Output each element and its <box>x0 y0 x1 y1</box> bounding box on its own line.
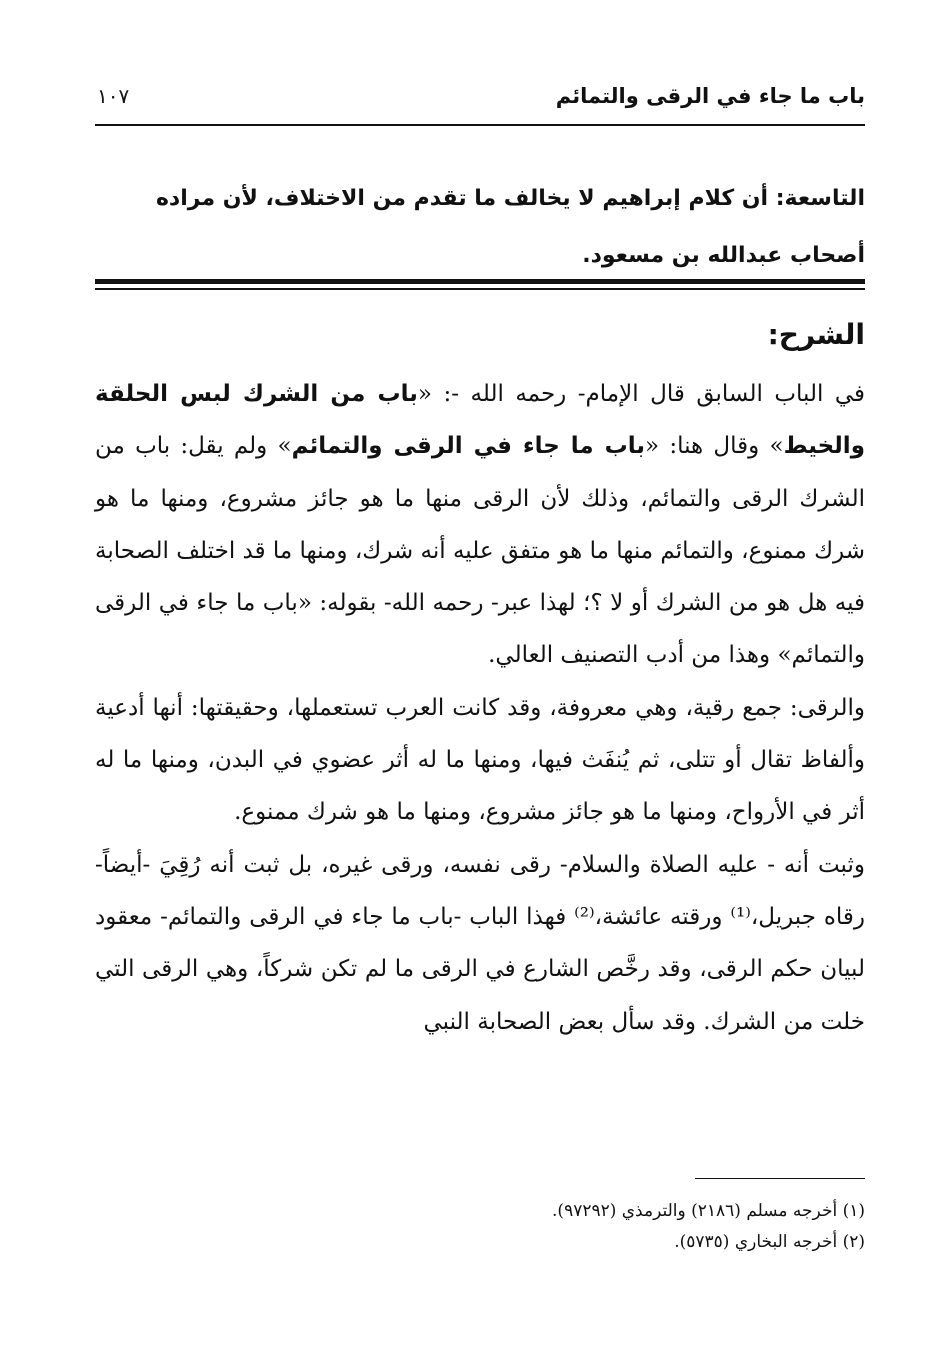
paragraph-1 <box>95 368 865 682</box>
text-segment: في الباب السابق قال الإمام- رحمه الله -: « <box>417 381 865 407</box>
header-divider <box>95 124 865 126</box>
section-divider-thick <box>95 279 865 284</box>
bold-chapter-name: باب من الشرك لبس الحلقة والخيط <box>95 381 865 460</box>
paragraph-2: والرقى: جمع رقية، وهي معروفة، وقد كانت العرب تستعملها، وحقيقتها: أنها أدعية وألفاظ تقال أو تتلى، ثم يُنفَث فيها، ومنها ما له أثر عضوي في البدن، ومنها ما له أثر في الأرواح، ومنها ما هو جائز مشروع، ومنها ما هو شرك ممنوع. <box>95 694 865 826</box>
text-segment: » ولم يقل: باب من الشرك الرقى والتمائم، وذلك لأن الرقى منها ما هو جائز مشروع، ومنها ما هو شرك ممنوع، والتمائم منها ما هو متفق عليه أنه شرك، ومنها ما قد اختلف الصحابة فيه هل هو من الشرك أو لا ؟؛ لهذا عبر- رحمه الله- بقوله: «باب ما جاء في الرقى والتمائم» وهذا من أدب التصنيف العالي. <box>95 433 865 669</box>
footnote-1: (١) أخرجه مسلم (٢١٨٦) والترمذي (٩٧٢٩٢). <box>552 1201 865 1221</box>
issue-line-1: التاسعة: أن كلام إبراهيم لا يخالف ما تقدم من الاختلاف، لأن مراده <box>155 186 865 211</box>
text-segment: » وقال هنا: « <box>645 433 784 460</box>
paragraph-3: وثبت أنه - عليه الصلاة والسلام- رقى نفسه، ورقى غيره، بل ثبت أنه رُقِيَ -أيضاً- رقاه جبريل،⁽¹⁾ ورقته عائشة،⁽²⁾ فهذا الباب -باب ما جاء في الرقى والتمائم- معقود لبيان حكم الرقى، وقد رخَّص الشارع في الرقى ما لم تكن شركاً، وهي الرقى التي خلت من الشرك. وقد سأل بعض الصحابة النبي <box>95 851 865 1035</box>
footnote-divider <box>695 1178 865 1179</box>
commentary-heading: الشرح: <box>767 318 865 351</box>
commentary-body <box>95 368 865 1048</box>
footnotes <box>95 1196 865 1258</box>
issue-line-2: أصحاب عبدالله بن مسعود. <box>582 243 865 268</box>
bold-chapter-name: باب ما جاء في الرقى والتمائم <box>291 433 646 460</box>
footnote-2: (٢) أخرجه البخاري (٥٧٣٥). <box>674 1232 865 1252</box>
running-header <box>95 78 865 126</box>
page-number: ١٠٧ <box>97 84 130 108</box>
section-divider-thin <box>95 288 865 290</box>
issue-text <box>95 170 865 284</box>
chapter-title: باب ما جاء في الرقى والتمائم <box>555 84 865 108</box>
